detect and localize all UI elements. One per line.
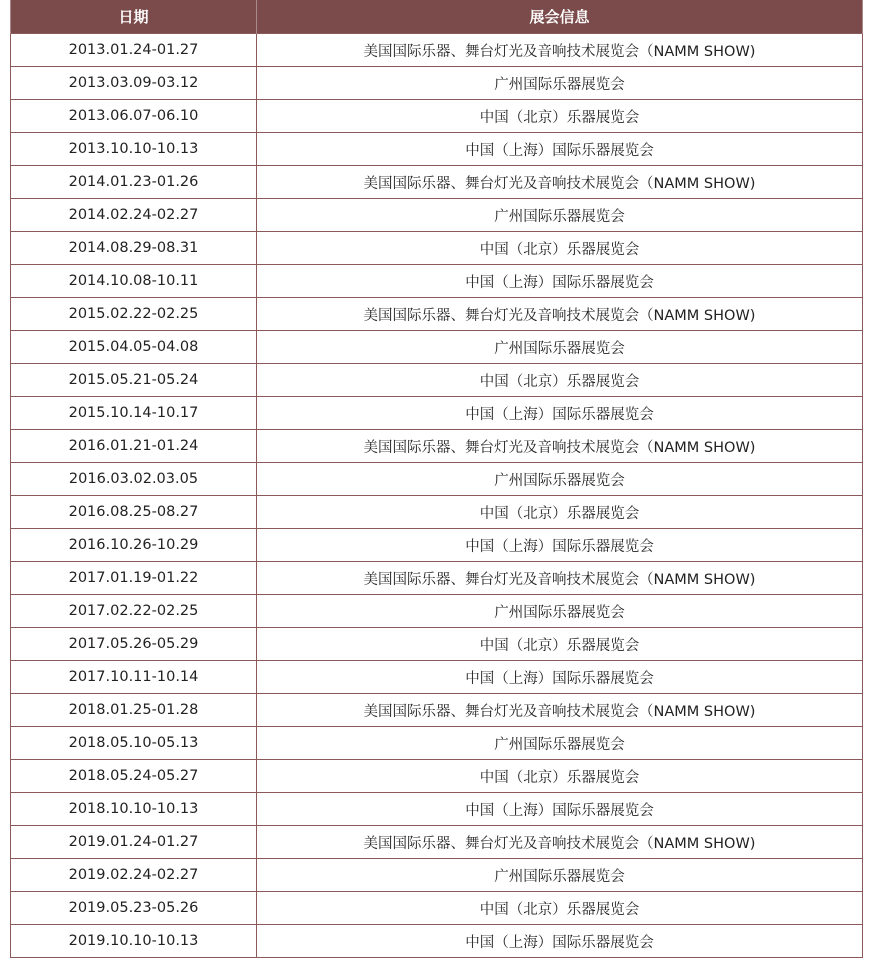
date-cell: 2015.04.05-04.08 (11, 331, 257, 364)
column-header-date: 日期 (11, 0, 257, 34)
exhibition-info-cell: 广州国际乐器展览会 (257, 199, 863, 232)
table-row (11, 661, 863, 694)
exhibition-info-cell: 中国（上海）国际乐器展览会 (257, 793, 863, 826)
table-row (11, 529, 863, 562)
date-cell: 2013.10.10-10.13 (11, 133, 257, 166)
header-row (11, 0, 863, 34)
table-row (11, 265, 863, 298)
table-row (11, 496, 863, 529)
date-cell: 2014.01.23-01.26 (11, 166, 257, 199)
table-row (11, 364, 863, 397)
date-cell: 2019.01.24-01.27 (11, 826, 257, 859)
table-row (11, 595, 863, 628)
date-cell: 2019.05.23-05.26 (11, 892, 257, 925)
table-row (11, 760, 863, 793)
exhibition-info-cell: 美国国际乐器、舞台灯光及音响技术展览会（NAMM SHOW) (257, 430, 863, 463)
exhibition-info-cell: 中国（北京）乐器展览会 (257, 364, 863, 397)
date-cell: 2015.05.21-05.24 (11, 364, 257, 397)
date-cell: 2019.10.10-10.13 (11, 925, 257, 958)
exhibition-info-cell: 中国（北京）乐器展览会 (257, 232, 863, 265)
exhibition-info-cell: 广州国际乐器展览会 (257, 67, 863, 100)
exhibition-info-cell: 中国（北京）乐器展览会 (257, 892, 863, 925)
table-row (11, 100, 863, 133)
table-header (11, 0, 863, 34)
exhibition-info-cell: 中国（上海）国际乐器展览会 (257, 265, 863, 298)
exhibition-info-cell: 美国国际乐器、舞台灯光及音响技术展览会（NAMM SHOW) (257, 694, 863, 727)
date-cell: 2017.10.11-10.14 (11, 661, 257, 694)
exhibition-info-cell: 广州国际乐器展览会 (257, 595, 863, 628)
date-cell: 2018.10.10-10.13 (11, 793, 257, 826)
exhibition-info-cell: 中国（北京）乐器展览会 (257, 496, 863, 529)
date-cell: 2016.01.21-01.24 (11, 430, 257, 463)
date-cell: 2013.03.09-03.12 (11, 67, 257, 100)
date-cell: 2016.10.26-10.29 (11, 529, 257, 562)
exhibition-info-cell: 中国（北京）乐器展览会 (257, 100, 863, 133)
exhibition-info-cell: 美国国际乐器、舞台灯光及音响技术展览会（NAMM SHOW) (257, 562, 863, 595)
table-row (11, 892, 863, 925)
date-cell: 2014.10.08-10.11 (11, 265, 257, 298)
table-row (11, 397, 863, 430)
date-cell: 2018.05.24-05.27 (11, 760, 257, 793)
exhibition-info-cell: 中国（上海）国际乐器展览会 (257, 397, 863, 430)
date-cell: 2016.03.02.03.05 (11, 463, 257, 496)
date-cell: 2017.01.19-01.22 (11, 562, 257, 595)
exhibition-info-cell: 广州国际乐器展览会 (257, 463, 863, 496)
exhibition-info-cell: 中国（北京）乐器展览会 (257, 760, 863, 793)
table-row (11, 826, 863, 859)
date-cell: 2019.02.24-02.27 (11, 859, 257, 892)
table-row (11, 694, 863, 727)
table-row (11, 793, 863, 826)
date-cell: 2018.05.10-05.13 (11, 727, 257, 760)
exhibition-info-cell: 中国（北京）乐器展览会 (257, 628, 863, 661)
date-cell: 2015.10.14-10.17 (11, 397, 257, 430)
table-row (11, 166, 863, 199)
date-cell: 2016.08.25-08.27 (11, 496, 257, 529)
exhibition-info-cell: 广州国际乐器展览会 (257, 727, 863, 760)
table-row (11, 298, 863, 331)
date-cell: 2014.08.29-08.31 (11, 232, 257, 265)
table-row (11, 331, 863, 364)
table-row (11, 925, 863, 958)
exhibition-info-cell: 美国国际乐器、舞台灯光及音响技术展览会（NAMM SHOW) (257, 166, 863, 199)
exhibition-info-cell: 广州国际乐器展览会 (257, 859, 863, 892)
exhibition-info-cell: 中国（上海）国际乐器展览会 (257, 661, 863, 694)
date-cell: 2015.02.22-02.25 (11, 298, 257, 331)
table-row (11, 628, 863, 661)
date-cell: 2014.02.24-02.27 (11, 199, 257, 232)
table-row (11, 859, 863, 892)
exhibition-info-cell: 中国（上海）国际乐器展览会 (257, 133, 863, 166)
table-row (11, 727, 863, 760)
date-cell: 2017.02.22-02.25 (11, 595, 257, 628)
table-row (11, 562, 863, 595)
table-row (11, 67, 863, 100)
column-header-exhibition-info: 展会信息 (257, 0, 863, 34)
exhibition-info-cell: 中国（上海）国际乐器展览会 (257, 925, 863, 958)
table-body (11, 34, 863, 958)
date-cell: 2013.01.24-01.27 (11, 34, 257, 67)
exhibition-info-cell: 广州国际乐器展览会 (257, 331, 863, 364)
date-cell: 2017.05.26-05.29 (11, 628, 257, 661)
date-cell: 2013.06.07-06.10 (11, 100, 257, 133)
table-row (11, 34, 863, 67)
table-row (11, 430, 863, 463)
exhibition-info-cell: 美国国际乐器、舞台灯光及音响技术展览会（NAMM SHOW) (257, 298, 863, 331)
date-cell: 2018.01.25-01.28 (11, 694, 257, 727)
table-row (11, 232, 863, 265)
exhibition-table-container (10, 0, 862, 958)
exhibition-schedule-table (10, 0, 863, 958)
exhibition-info-cell: 美国国际乐器、舞台灯光及音响技术展览会（NAMM SHOW) (257, 34, 863, 67)
exhibition-info-cell: 中国（上海）国际乐器展览会 (257, 529, 863, 562)
table-row (11, 133, 863, 166)
table-row (11, 199, 863, 232)
exhibition-info-cell: 美国国际乐器、舞台灯光及音响技术展览会（NAMM SHOW) (257, 826, 863, 859)
table-row (11, 463, 863, 496)
